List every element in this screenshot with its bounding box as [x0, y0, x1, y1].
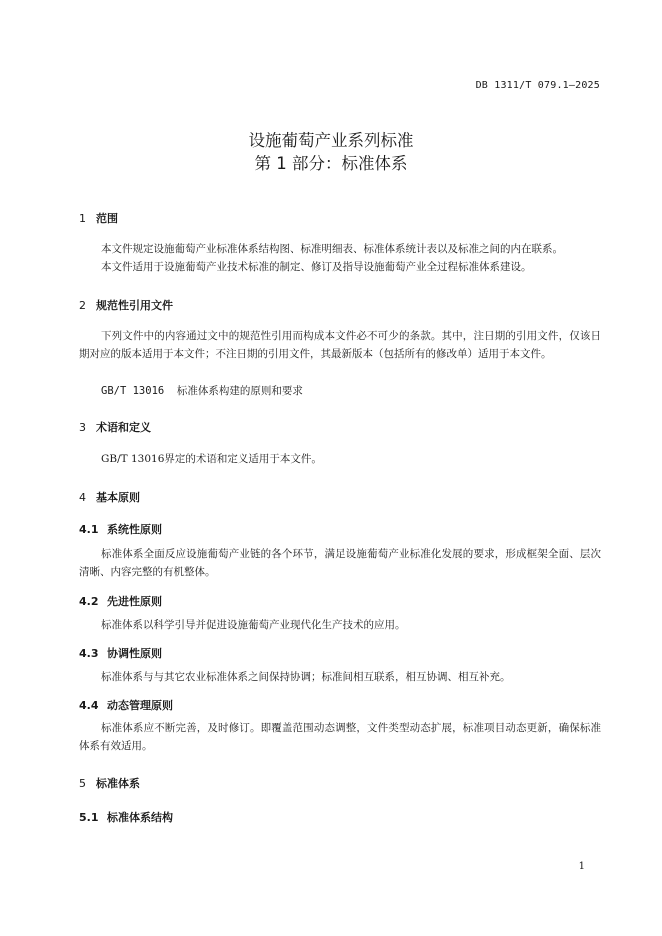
section-number: 3: [79, 421, 86, 434]
section-2-heading: [79, 297, 173, 313]
document-title-line1: 设施葡萄产业系列标准: [248, 131, 414, 150]
section-number: 1: [79, 212, 86, 225]
subsection-4-4-paragraph: 标准体系应不断完善，及时修订。即覆盖范围动态调整，文件类型动态扩展，标准项目动态更新，确保标准体系有效适用。: [79, 722, 601, 752]
subsection-number: 4.4: [79, 699, 99, 712]
section-number: 2: [79, 299, 86, 312]
subsection-4-3-heading: [79, 645, 162, 661]
section-number: 5: [79, 777, 86, 790]
section-3-heading: [79, 419, 151, 435]
section-title: 术语和定义: [96, 421, 151, 434]
subsection-title: 动态管理原则: [107, 699, 173, 712]
section-1-paragraph-2: 本文件适用于设施葡萄产业技术标准的制定、修订及指导设施葡萄产业全过程标准体系建设。: [101, 261, 532, 273]
section-title: 基本原则: [96, 491, 140, 504]
document-title-line2: 第 1 部分：标准体系: [254, 154, 408, 173]
reference-code: GB/T 13016: [101, 385, 165, 397]
reference-title: 标准体系构建的原则和要求: [176, 385, 303, 397]
section-5-heading: [79, 775, 140, 791]
subsection-number: 4.1: [79, 523, 99, 536]
subsection-4-3-paragraph: 标准体系与与其它农业标准体系之间保持协调；标准间相互联系，相互协调、相互补充。: [101, 671, 511, 683]
subsection-5-1-heading: [79, 809, 173, 825]
subsection-4-1-heading: [79, 521, 162, 537]
subsection-title: 系统性原则: [107, 523, 162, 536]
section-1-paragraph-1: 本文件规定设施葡萄产业标准体系结构图、标准明细表、标准体系统计表以及标准之间的内在联系。: [101, 243, 563, 255]
section-title: 范围: [96, 212, 118, 225]
subsection-4-2-heading: [79, 593, 162, 609]
subsection-number: 5.1: [79, 811, 99, 824]
subsection-4-2-paragraph: 标准体系以科学引导并促进设施葡萄产业现代化生产技术的应用。: [101, 619, 406, 631]
section-1-heading: [79, 210, 118, 226]
subsection-number: 4.3: [79, 647, 99, 660]
subsection-number: 4.2: [79, 595, 99, 608]
section-2-paragraph-1: 下列文件中的内容通过文中的规范性引用而构成本文件必不可少的条款。其中，注日期的引用文件，仅该日期对应的版本适用于本文件；不注日期的引用文件，其最新版本（包括所有的修改单）适用于本文件。: [79, 330, 601, 360]
document-code: DB 1311/T 079.1—2025: [475, 80, 600, 91]
section-4-heading: [79, 489, 140, 505]
section-title: 规范性引用文件: [96, 299, 173, 312]
subsection-4-1-paragraph: 标准体系全面反应设施葡萄产业链的各个环节，满足设施葡萄产业标准化发展的要求，形成框架全面、层次清晰、内容完整的有机整体。: [79, 548, 601, 578]
subsection-4-4-heading: [79, 697, 173, 713]
section-number: 4: [79, 491, 86, 504]
page-number: 1: [578, 861, 585, 872]
subsection-title: 协调性原则: [107, 647, 162, 660]
subsection-title: 标准体系结构: [107, 811, 173, 824]
section-title: 标准体系: [96, 777, 140, 790]
subsection-title: 先进性原则: [107, 595, 162, 608]
normative-reference: [101, 383, 303, 398]
section-3-paragraph-1: GB/T 13016界定的术语和定义适用于本文件。: [101, 453, 322, 465]
